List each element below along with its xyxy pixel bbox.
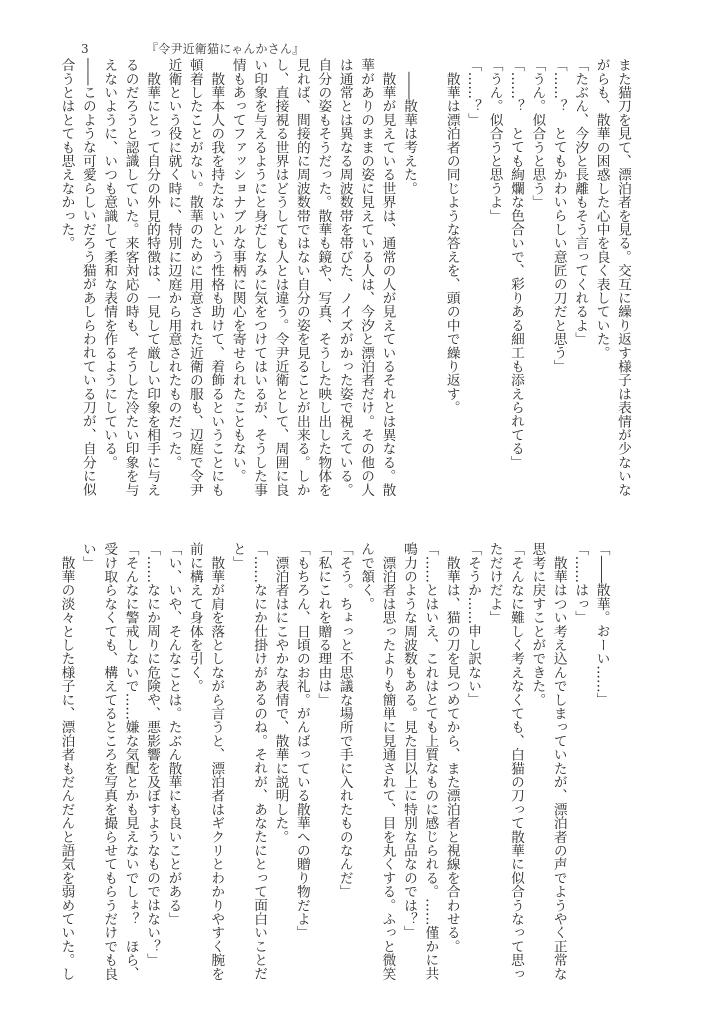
text-line: がらも、散華の困惑した心中を良く表していた。 bbox=[593, 58, 610, 360]
text-line: 「うん。似合うと思う」 bbox=[529, 58, 546, 209]
text-line: 散華の淡々とした様子に、漂泊者もだんだんと語気を弱めていた。し bbox=[58, 542, 75, 981]
text-line: 「……なにか仕掛けがあるのね。それが、あなたにとって面白いことだ bbox=[251, 542, 268, 981]
text-line: 散華が見えている世界は、通常の人が見えているそれとは異なる。散 bbox=[379, 58, 396, 497]
text-line: 華がありのままの姿に見えている人は、今汐と漂泊者だけ。その他の人 bbox=[358, 58, 375, 497]
text-line: 思考に戻すことができた。 bbox=[529, 542, 546, 707]
text-line: し、直接視る世界はどうしても人とは違う。令尹近衛として、周囲に良 bbox=[272, 58, 289, 497]
blank-line bbox=[612, 542, 633, 982]
text-line: 前に構えて身体を引く。 bbox=[186, 542, 203, 693]
text-line: 合うとはとても思えなかった。 bbox=[58, 58, 75, 250]
text-line: 「もちろん、日頃のお礼。がんばっている散華への贈り物だよ」 bbox=[293, 542, 310, 940]
lower-text-tier bbox=[54, 542, 633, 982]
text-line: 「たぶん、今汐と長離もそう言ってくれるよ」 bbox=[572, 58, 589, 346]
text-line: 「……？ とてもかわいらしい意匠の刀だと思う」 bbox=[550, 58, 567, 374]
text-line: 「私にこれを贈る理由は」 bbox=[315, 542, 332, 707]
text-line: 「そんなに警戒しないで……嫌な気配とかも見えないでしょ？ ほら、 bbox=[122, 542, 139, 981]
text-line: 散華にとって自分の外見的特徴は、一見して厳しい印象を相手に与え bbox=[144, 58, 161, 497]
text-line: い」 bbox=[79, 542, 96, 570]
text-line: 近衛という役に就く時に、特別に辺庭から用意されたものだった。 bbox=[165, 58, 182, 469]
text-line: と」 bbox=[229, 542, 246, 570]
text-line: 漂泊者は思ったよりも簡単に見通されて、目を丸くする。ふっと微笑 bbox=[379, 542, 396, 981]
text-line: ――散華は考えた。 bbox=[400, 58, 417, 195]
text-line: 「……？ とても絢爛な色合いで、彩りある細工も添えられてる」 bbox=[507, 58, 524, 469]
text-line: また猫刀を見て、漂泊者を見る。交互に繰り返す様子は表情が少ないな bbox=[615, 58, 631, 497]
text-line: 「……なにか周りに危険や、悪影響を及ぼすようなものではない？」 bbox=[144, 542, 161, 967]
text-line: 散華本人の我を持たないという性格も助けて、着飾るということにも bbox=[208, 58, 225, 497]
text-line: 鳴力のような周波数もある。見た目以上に特別な品なのでは？」 bbox=[400, 542, 417, 940]
text-line: 受け取らなくても、構えてるところを写真を撮らせてもらうだけでも良 bbox=[101, 542, 118, 981]
text-line: 「……とはいえ、これはとても上質なものに感じられる。……僅かに共 bbox=[422, 542, 439, 981]
text-line: 「そう。ちょっと不思議な場所で手に入れたものなんだ」 bbox=[336, 542, 353, 899]
text-line: るのだろうと認識していた。来客対応の時も、そうした冷たい印象を与 bbox=[122, 58, 139, 497]
text-line: 頓着したことがない。散華のために用意された近衛の服も、辺庭で令尹 bbox=[186, 58, 203, 497]
text-line: 自分の姿もそうだった。散華も鏡や、写真、そうした映し出した物体を bbox=[315, 58, 332, 497]
text-line: 散華は漂泊者の同じような答えを、頭の中で繰り返す。 bbox=[443, 58, 460, 415]
blank-line bbox=[419, 58, 440, 498]
text-line: 「うん。似合うと思うよ」 bbox=[486, 58, 503, 223]
text-line: んで頷く。 bbox=[358, 542, 375, 611]
text-line: 情もあってファッショナブルな事柄に関心を寄せられたこともない。 bbox=[229, 58, 246, 483]
text-line: 「……はっ」 bbox=[572, 542, 589, 625]
page-number: 3 bbox=[81, 42, 89, 56]
upper-text-tier bbox=[54, 58, 633, 498]
text-line: は通常とは異なる周波数帯を帯びた、ノイズがかった姿で視えている。 bbox=[336, 58, 353, 497]
running-title: 『令尹近衛猫にゃんかさん』 bbox=[146, 42, 305, 56]
text-line: えないように、いつも意識して柔和な表情を作るようにしている。 bbox=[101, 58, 118, 469]
text-line: 散華が肩を落としながら言うと、漂泊者はギクリとわかりやすく腕を bbox=[208, 542, 225, 981]
text-line: 「……？」 bbox=[465, 58, 482, 127]
text-line: 散華は、猫の刀を見つめてから、また漂泊者と視線を合わせる。 bbox=[443, 542, 460, 953]
text-line: ――このような可愛らしいだろう猫があしらわれている刀が、自分に似 bbox=[79, 58, 96, 497]
text-line: 散華はつい考え込んでしまっていたが、漂泊者の声でようやく正常な bbox=[550, 542, 567, 981]
text-line: 「そんなに難しく考えなくても、白猫の刀って散華に似合うなって思っ bbox=[507, 542, 524, 981]
text-line: ただけだよ」 bbox=[486, 542, 503, 625]
text-line: い印象を与えるようにと身だしなみに気をつけてはいるが、そうした事 bbox=[251, 58, 268, 497]
text-line: 「い、いや、そんなことは。たぶん散華にも良いことがある」 bbox=[165, 542, 182, 926]
text-line: 「そうか……申し訳ない」 bbox=[465, 542, 482, 707]
text-line: 漂泊者はにこやかな表情で、散華に説明した。 bbox=[272, 542, 289, 844]
text-line: 「――散華。おーい……」 bbox=[593, 542, 610, 707]
text-line: 見れば、間接的に周波数帯ではない自分の姿を見ることが出来る。しか bbox=[293, 58, 310, 497]
